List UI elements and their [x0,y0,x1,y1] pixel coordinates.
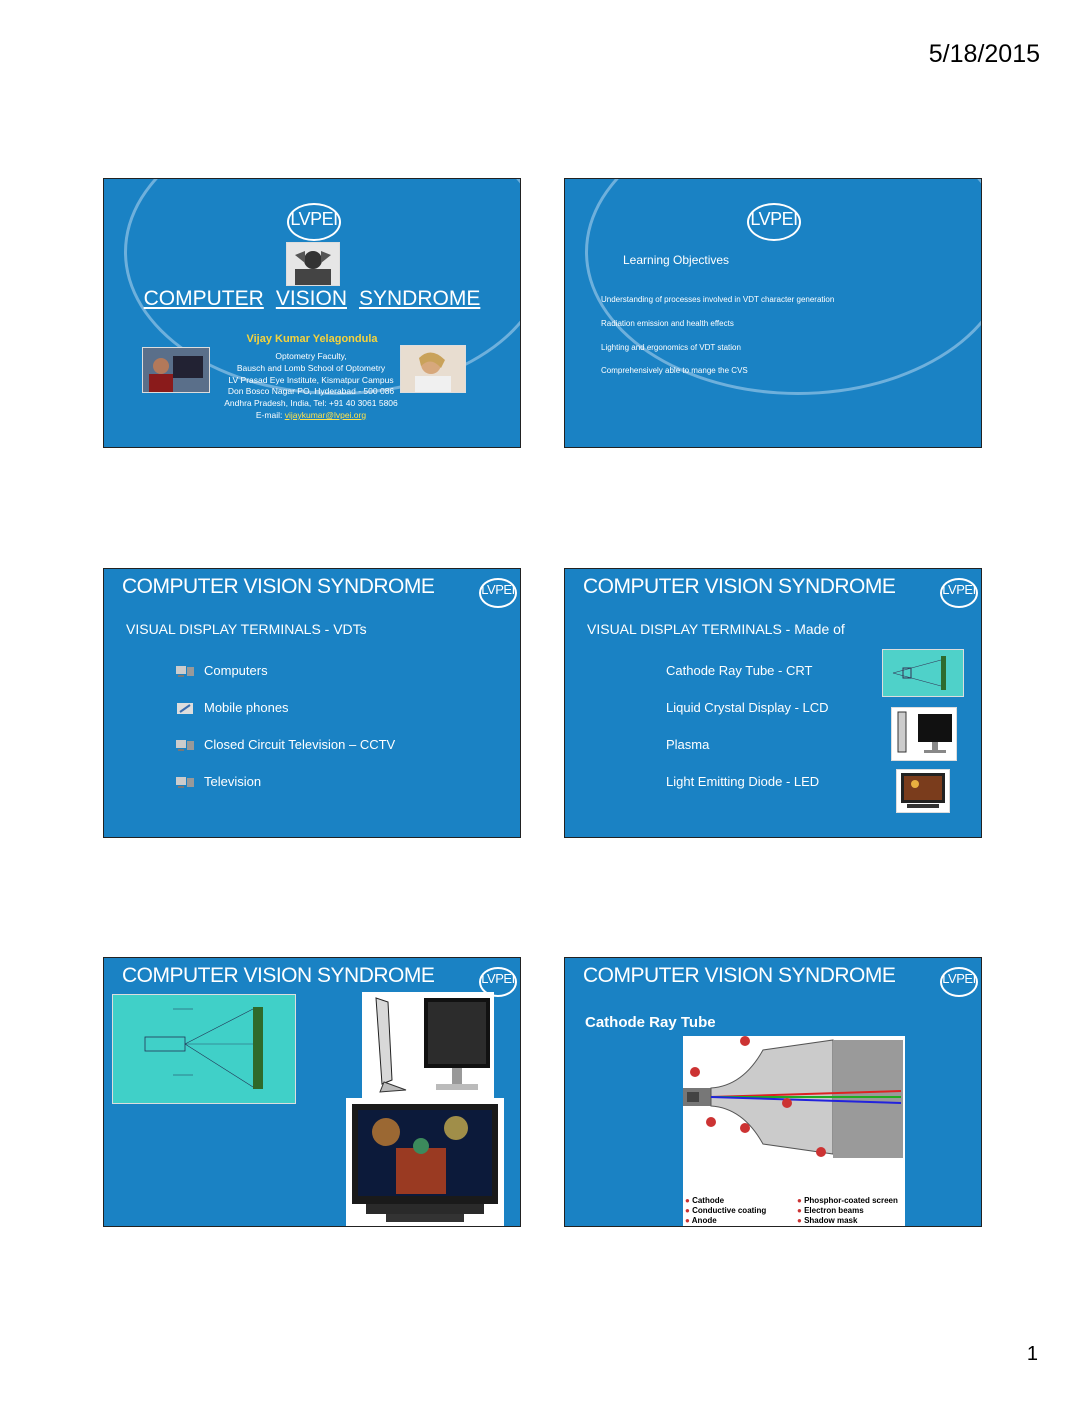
slide-subtitle: Cathode Ray Tube [585,1014,716,1031]
phone-icon [174,702,196,715]
objectives-heading: Learning Objectives [623,253,730,267]
slide-cathode-ray-tube [564,957,982,1227]
slide-heading: COMPUTER VISION SYNDROME [122,575,435,598]
cctv-icon [174,739,196,752]
objective-item: Comprehensively able to mange the CVS [601,366,748,375]
objective-item: Lighting and ergonomics of VDT station [601,343,741,352]
slide-heading: COMPUTER VISION SYNDROME [583,964,896,987]
list-item: Closed Circuit Television – CCTV [174,737,395,752]
author-affiliation: Optometry Faculty, Bausch and Lomb School of Optometry LV Prasad Eye Institute, Kismatpur Campus Don Bosco Nagar PO, Hyderabad - 500 086 Andhra Pradesh, India, Tel: +91 40 3061 5806 E-mail: vijaykumar@lvpei.org [224,351,398,420]
slide-heading: COMPUTER VISION SYNDROME [122,964,435,987]
slide-subtitle: VISUAL DISPLAY TERMINALS - Made of [587,621,845,637]
lvpei-logo: LVPEI [287,203,341,241]
slide-vdt-made-of [564,568,982,838]
slide-vdt-types [103,568,521,838]
list-item: Mobile phones [174,700,289,715]
list-item: Cathode Ray Tube - CRT [666,663,813,678]
objective-item: Radiation emission and health effects [601,319,734,328]
slide-title-text: COMPUTER VISION SYNDROME [143,287,481,310]
email-link[interactable]: vijaykumar@lvpei.org [284,409,367,420]
author-name: Vijay Kumar Yelagondula [246,333,378,345]
print-date: 5/18/2015 [928,40,1040,68]
lvpei-logo: LVPEI [940,578,978,608]
plasma-tv-image [346,1098,504,1227]
list-item: Light Emitting Diode - LED [666,774,820,789]
lcd-monitor-thumbnail [891,707,957,761]
office-worker-photo [142,347,210,393]
television-icon [174,776,196,789]
objective-item: Understanding of processes involved in VDT character generation [601,295,835,304]
slide-heading: COMPUTER VISION SYNDROME [583,575,896,598]
lvpei-logo: LVPEI [479,578,517,608]
list-item: Plasma [666,737,710,752]
computer-icon [174,665,196,678]
crt-diagram-thumbnail [882,649,964,697]
lvpei-logo: LVPEI [940,967,978,997]
list-item: Television [174,774,261,789]
legend-right: ● Phosphor-coated screen ● Electron beams ● Shadow mask [797,1196,898,1225]
crt-labeled-diagram [683,1036,905,1226]
list-item: Computers [174,663,268,678]
slide-title [103,178,521,448]
legend-left: ● Cathode ● Conductive coating ● Anode [685,1196,767,1225]
slide-display-examples [103,957,521,1227]
page-number: 1 [1026,1343,1038,1365]
slide-learning-objectives [564,178,982,448]
lvpei-logo: LVPEI [747,203,801,241]
list-item: Liquid Crystal Display - LCD [666,700,829,715]
crt-diagram-image [112,994,296,1104]
slide-subtitle: VISUAL DISPLAY TERMINALS - VDTs [126,621,367,637]
led-tv-thumbnail [896,769,950,813]
lvpei-logo: LVPEI [479,967,517,997]
stressed-user-photo [286,242,340,286]
lcd-monitors-image [362,992,494,1098]
